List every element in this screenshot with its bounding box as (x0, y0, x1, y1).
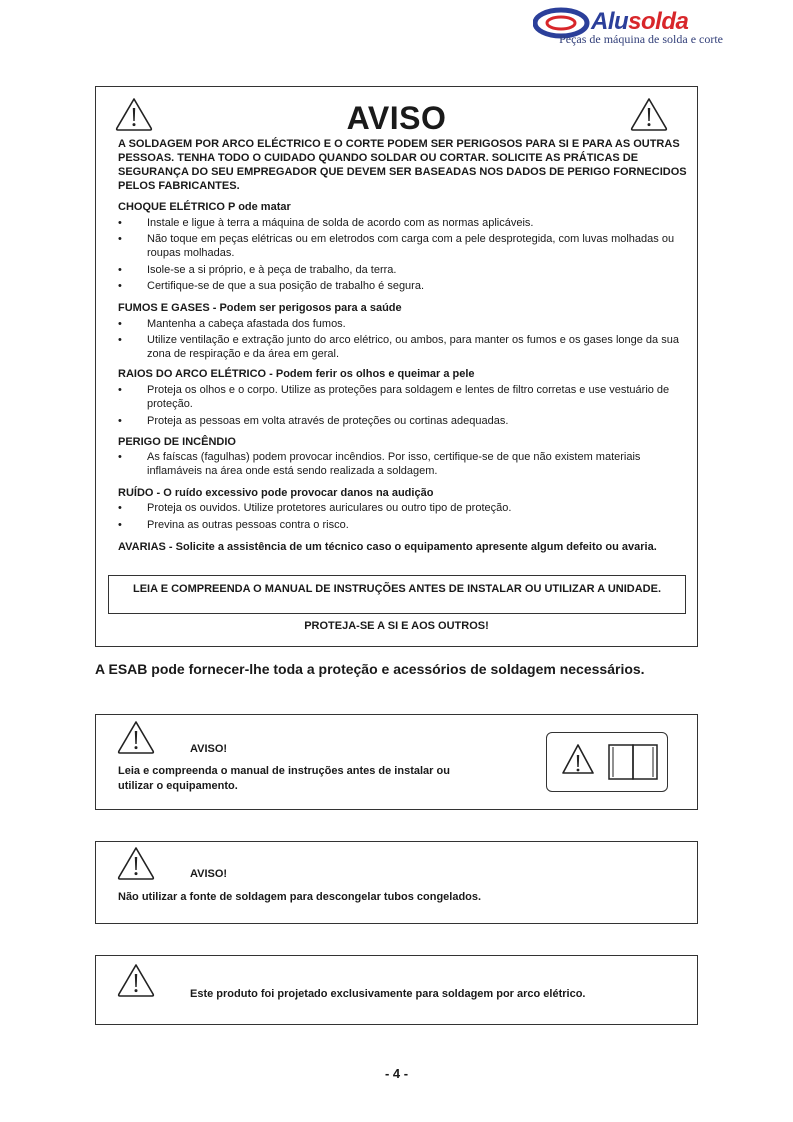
section-title-fire: PERIGO DE INCÊNDIO (118, 436, 236, 448)
notice-label: AVISO! (190, 743, 228, 755)
bullet-icon: • (118, 280, 122, 292)
warning-intro: A SOLDAGEM POR ARCO ELÉCTRICO E O CORTE PODEM SER PERIGOSOS PARA SI E PARA AS OUTRAS PESSOAS. TENHA TODO O CUIDADO QUANDO SOLDAR OU CORTAR. SOLICITE AS PRÁTICAS DE SEGURANÇA DO SEU EMPREGADOR QUE DEVEM SER BASEADAS NOS DADOS DE PERIGO FORNECIDOS PELOS FABRICANTES. (118, 138, 687, 192)
bullet-icon: • (118, 334, 122, 346)
notice-text: Este produto foi projetado exclusivamente para soldagem por arco elétrico. (190, 988, 586, 1000)
bullet-icon: • (118, 318, 122, 330)
protect-yourself-text: PROTEJA-SE A SI E AOS OUTROS! (304, 620, 489, 632)
notice-text: Leia e compreenda o manual de instruções antes de instalar ou utilizar o equipamento. (118, 765, 450, 792)
bullet-icon: • (118, 451, 122, 463)
section-title-noise: RUÍDO - O ruído excessivo pode provocar danos na audição (118, 487, 434, 499)
logo-brand-part2: solda (628, 8, 689, 35)
notice-box-frozen-pipes (95, 841, 698, 924)
warning-title: AVISO (346, 100, 447, 136)
logo-brand-part1: Alu (591, 8, 629, 35)
bullet-icon: • (118, 384, 122, 396)
bullet-icon: • (118, 519, 122, 531)
bullet-icon: • (118, 233, 122, 245)
section-title-electric-shock: CHOQUE ELÉTRICO P ode matar (118, 201, 291, 213)
esab-note: A ESAB pode fornecer-lhe toda a proteção e acessórios de soldagem necessários. (95, 661, 645, 677)
bullet-icon: • (118, 264, 122, 276)
page-number: - 4 - (384, 1066, 409, 1081)
section-title-fumes: FUMOS E GASES - Podem ser perigosos para a saúde (118, 302, 402, 314)
bullet-icon: • (118, 415, 122, 427)
bullet-icon: • (118, 502, 122, 514)
warning-triangle-icon (116, 845, 156, 881)
warning-triangle-icon (116, 719, 156, 755)
warning-triangle-icon (116, 962, 156, 998)
read-manual-icon (546, 732, 668, 792)
logo-tagline: Peças de máquina de solda e corte (559, 32, 723, 46)
section-title-arc-rays: RAIOS DO ARCO ELÉTRICO - Podem ferir os olhos e queimar a pele (118, 368, 475, 380)
bullet-icon: • (118, 217, 122, 229)
read-manual-box: LEIA E COMPREENDA O MANUAL DE INSTRUÇÕES ANTES DE INSTALAR OU UTILIZAR A UNIDADE. (108, 575, 686, 614)
failures-note: AVARIAS - Solicite a assistência de um técnico caso o equipamento apresente algum defeito ou avaria. (118, 541, 657, 553)
notice-label: AVISO! (190, 868, 228, 880)
notice-text: Não utilizar a fonte de soldagem para descongelar tubos congelados. (118, 891, 482, 903)
